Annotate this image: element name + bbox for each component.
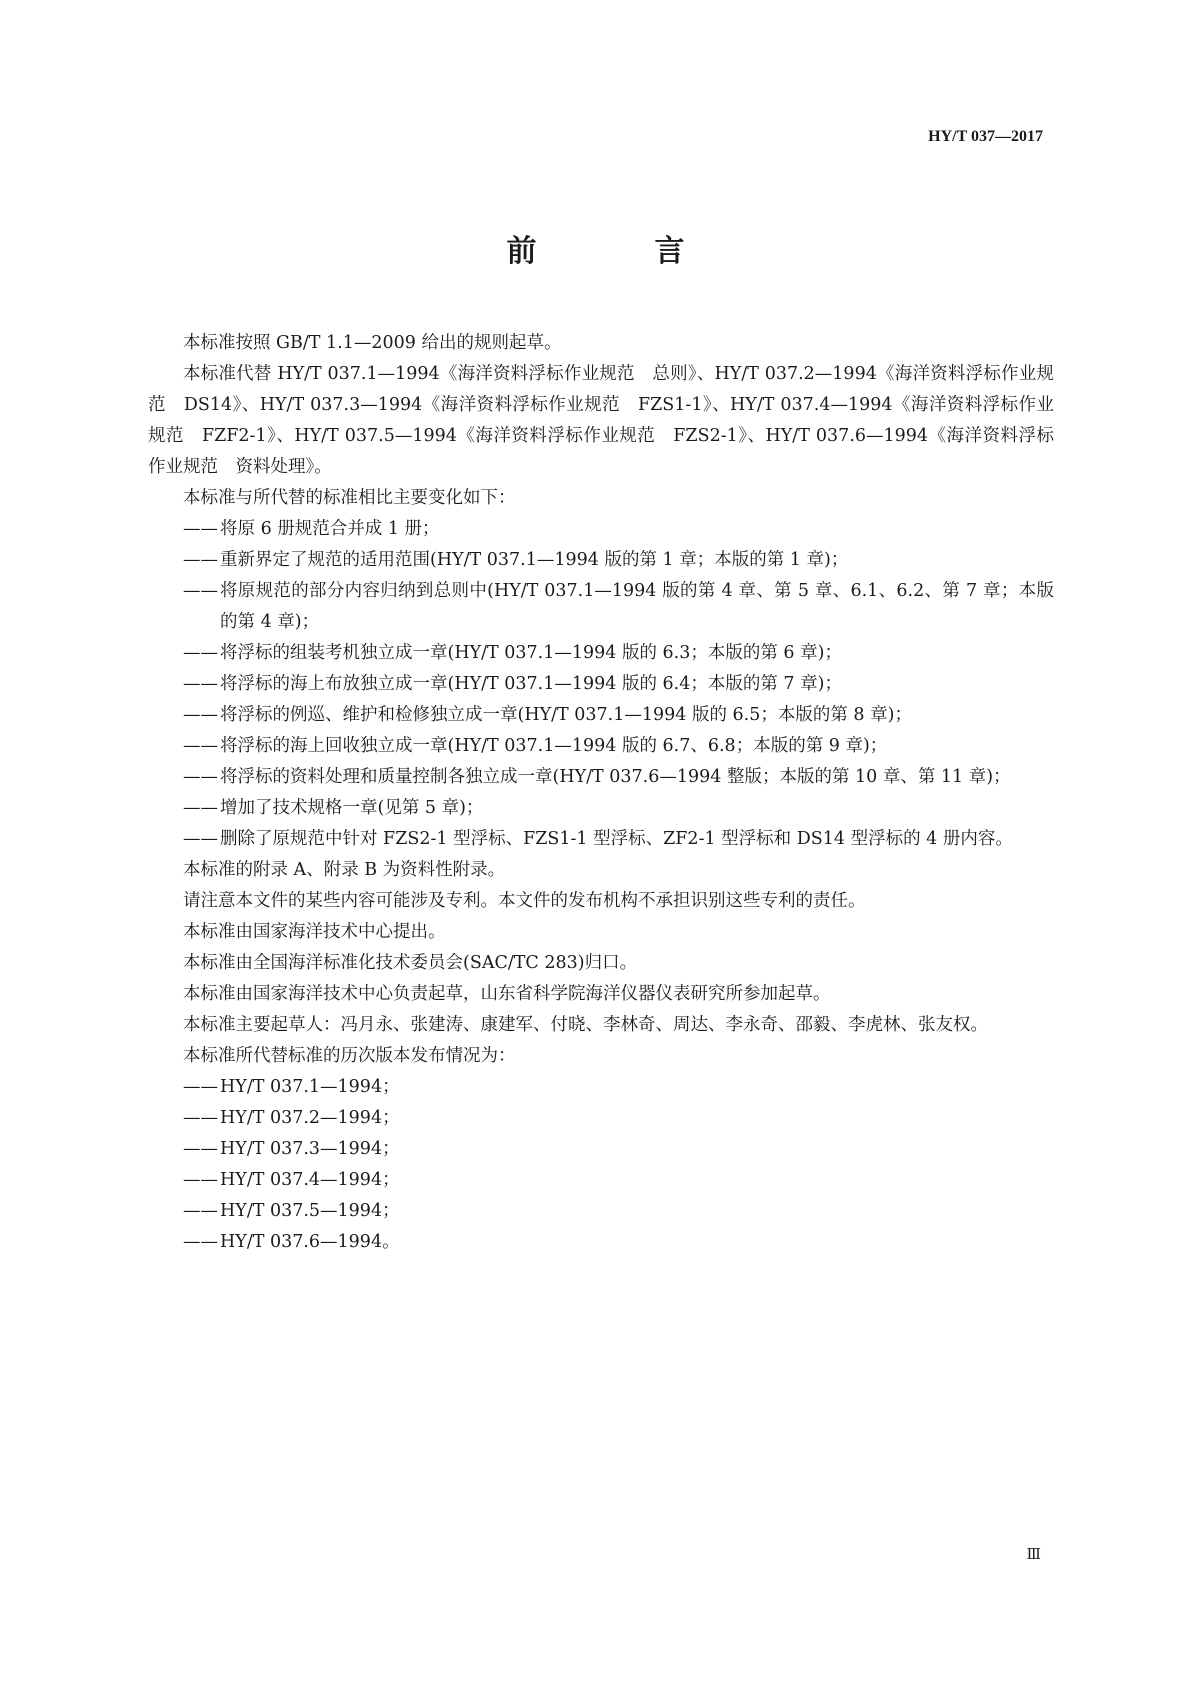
paragraph: 本标准主要起草人：冯月永、张建涛、康建军、付晓、李林奇、周达、李永奇、邵毅、李虎林、张友权。 (183, 1015, 988, 1035)
dash-marker: —— (183, 1170, 218, 1190)
dash-marker: —— (183, 519, 218, 539)
list-item-text: HY/T 037.1—1994； (220, 1077, 400, 1097)
paragraph: 本标准由全国海洋标准化技术委员会(SAC/TC 283)归口。 (183, 953, 638, 973)
list-item (148, 1196, 1054, 1227)
list-item-text: HY/T 037.3—1994； (220, 1139, 400, 1159)
list-item-text: 将浮标的海上回收独立成一章(HY/T 037.1—1994 版的 6.7、6.8；本版的第 9 章)； (220, 736, 888, 756)
list-item (148, 1134, 1054, 1165)
standard-code: HY/T 037—2017 (928, 128, 1043, 145)
list-item-text: HY/T 037.6—1994。 (220, 1232, 400, 1252)
list-item-text: 将原 6 册规范合并成 1 册； (220, 519, 440, 539)
list-item-text: 将浮标的海上布放独立成一章(HY/T 037.1—1994 版的 6.4；本版的第 7 章)； (220, 674, 842, 694)
list-item-text: 重新界定了规范的适用范围(HY/T 037.1—1994 版的第 1 章；本版的第 1 章)； (220, 550, 849, 570)
paragraph: 本标准由国家海洋技术中心负责起草，山东省科学院海洋仪器仪表研究所参加起草。 (183, 984, 831, 1004)
list-item-text: 将原规范的部分内容归纳到总则中(HY/T 037.1—1994 版的第 4 章、第 5 章、6.1、6.2、第 7 章；本版的第 4 章)； (220, 581, 1054, 632)
list-item-text: HY/T 037.4—1994； (220, 1170, 400, 1190)
dash-marker: —— (183, 643, 218, 663)
dash-marker: —— (183, 550, 218, 570)
list-item (148, 669, 1054, 700)
list-item-text: 增加了技术规格一章(见第 5 章)； (220, 798, 484, 818)
list-item (148, 731, 1054, 762)
list-item-text: 将浮标的例巡、维护和检修独立成一章(HY/T 037.1—1994 版的 6.5；本版的第 8 章)； (220, 705, 912, 725)
page-number: Ⅲ (1026, 1547, 1041, 1563)
list-item (148, 793, 1054, 824)
list-item (148, 824, 1054, 855)
dash-marker: —— (183, 1201, 218, 1221)
dash-marker: —— (183, 767, 218, 787)
list-item-text: 将浮标的资料处理和质量控制各独立成一章(HY/T 037.6—1994 整版；本版的第 10 章、第 11 章)； (220, 767, 1011, 787)
dash-marker: —— (183, 674, 218, 694)
list-item (148, 1227, 1054, 1258)
list-item-text: HY/T 037.5—1994； (220, 1201, 400, 1221)
list-item-text: 将浮标的组装考机独立成一章(HY/T 037.1—1994 版的 6.3；本版的第 6 章)； (220, 643, 842, 663)
list-item (148, 638, 1054, 669)
paragraph: 本标准的附录 A、附录 B 为资料性附录。 (183, 860, 506, 880)
dash-marker: —— (183, 829, 218, 849)
dash-marker: —— (183, 581, 218, 601)
page-title: 前 言 (506, 234, 729, 269)
list-item (148, 576, 1054, 638)
dash-marker: —— (183, 1077, 218, 1097)
list-item (148, 700, 1054, 731)
dash-marker: —— (183, 1232, 218, 1252)
paragraph: 本标准按照 GB/T 1.1—2009 给出的规则起草。 (183, 333, 562, 353)
list-item (148, 545, 1054, 576)
paragraph: 本标准所代替标准的历次版本发布情况为： (183, 1046, 516, 1066)
list-item (148, 1103, 1054, 1134)
dash-marker: —— (183, 705, 218, 725)
paragraph: 请注意本文件的某些内容可能涉及专利。本文件的发布机构不承担识别这些专利的责任。 (183, 891, 866, 911)
paragraph: 本标准与所代替的标准相比主要变化如下： (183, 488, 516, 508)
changes-list (148, 514, 1054, 855)
dash-marker: —— (183, 736, 218, 756)
list-item (148, 762, 1054, 793)
list-item-text: 删除了原规范中针对 FZS2-1 型浮标、FZS1-1 型浮标、ZF2-1 型浮标和 DS14 型浮标的 4 册内容。 (220, 829, 1013, 849)
list-item-text: HY/T 037.2—1994； (220, 1108, 400, 1128)
list-item (148, 514, 1054, 545)
list-item (148, 1165, 1054, 1196)
paragraph: 本标准由国家海洋技术中心提出。 (183, 922, 446, 942)
dash-marker: —— (183, 1139, 218, 1159)
dash-marker: —— (183, 798, 218, 818)
paragraph: 本标准代替 HY/T 037.1—1994《海洋资料浮标作业规范 总则》、HY/T 037.2—1994《海洋资料浮标作业规范 DS14》、HY/T 037.3—1994《海洋资料浮标作业规范 FZS1-1》、HY/T 037.4—1994《海洋资料浮标作业规范 FZF2-1》、HY/T 037.5—1994《海洋资料浮标作业规范 FZS2-1》、HY/T 037.6—1994《海洋资料浮标作业规范 资料处理》。 (148, 364, 1054, 477)
foreword-body (148, 328, 1054, 1258)
dash-marker: —— (183, 1108, 218, 1128)
list-item (148, 1072, 1054, 1103)
history-list (148, 1072, 1054, 1258)
